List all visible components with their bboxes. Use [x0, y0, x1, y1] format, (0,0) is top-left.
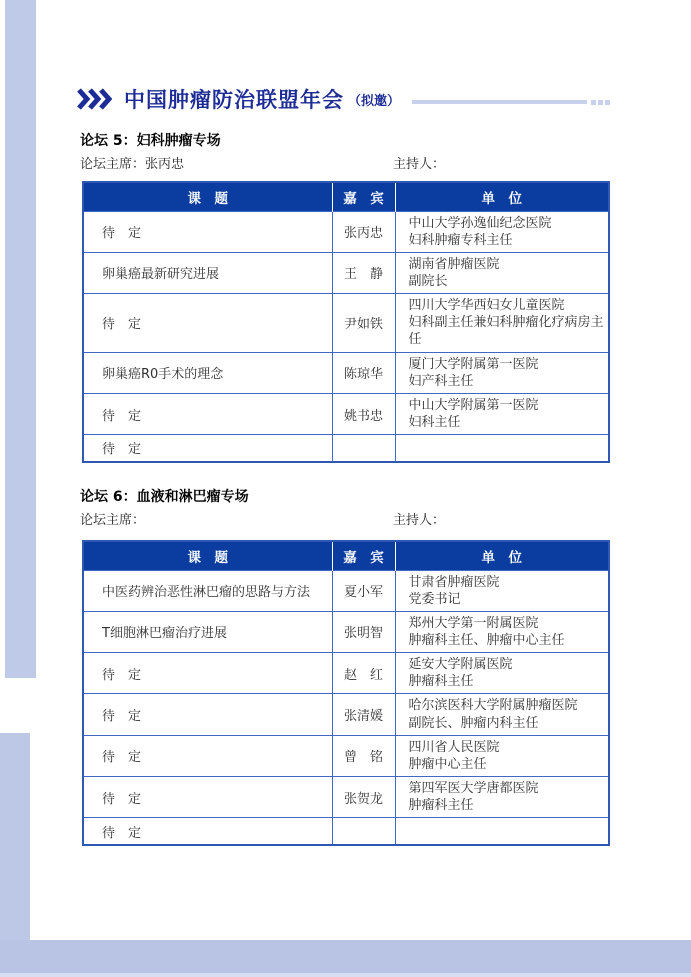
table-row	[83, 252, 609, 293]
topic-cell: 待 定	[83, 735, 332, 776]
topic-cell: 待 定	[83, 294, 332, 352]
topic-cell: 待 定	[83, 435, 332, 462]
table-row	[83, 735, 609, 776]
header-divider-square	[598, 100, 603, 105]
org-cell	[395, 694, 609, 735]
header-divider-line	[412, 100, 587, 104]
org-line-2: 肿瘤科主任	[408, 674, 474, 690]
guest-cell: 张清媛	[332, 694, 395, 735]
table-row	[83, 570, 609, 611]
column-header-guest: 嘉 宾	[332, 182, 395, 211]
column-header-org: 单 位	[395, 541, 609, 570]
forum5-chair-label: 论坛主席：张丙忠	[80, 157, 185, 172]
org-line-1: 延安大学附属医院	[408, 657, 513, 673]
org-cell	[395, 352, 609, 393]
org-line-1: 中山大学孙逸仙纪念医院	[408, 215, 552, 231]
org-line-2: 肿瘤科主任、肿瘤中心主任	[408, 632, 565, 648]
guest-cell: 王 静	[332, 252, 395, 293]
table-row	[83, 352, 609, 393]
topic-cell: 待 定	[83, 393, 332, 434]
org-line-1: 郑州大学第一附属医院	[408, 615, 539, 631]
page-header	[76, 83, 400, 115]
column-header-guest: 嘉 宾	[332, 541, 395, 570]
topic-cell: 卵巢癌最新研究进展	[83, 252, 332, 293]
forum6-table	[82, 540, 610, 846]
org-line-1: 四川省人民医院	[408, 739, 500, 755]
topic-cell: 待 定	[83, 777, 332, 818]
topic-cell: 待 定	[83, 694, 332, 735]
guest-cell: 夏小军	[332, 570, 395, 611]
bottom-accent-strip	[0, 973, 691, 977]
org-cell	[395, 435, 609, 462]
org-line-1: 中山大学附属第一医院	[408, 397, 539, 413]
page-title	[124, 84, 400, 114]
topic-cell: 待 定	[83, 211, 332, 252]
org-cell	[395, 777, 609, 818]
header-divider-square	[605, 100, 610, 105]
forum6-table-header-row	[83, 541, 609, 570]
column-header-topic: 课 题	[83, 182, 332, 211]
topic-cell: 中医药辨治恶性淋巴瘤的思路与方法	[83, 570, 332, 611]
page-title-suffix: （拟邀）	[348, 93, 401, 109]
table-row	[83, 294, 609, 352]
guest-cell: 赵 红	[332, 653, 395, 694]
forum5-heading: 论坛 5：妇科肿瘤专场	[80, 133, 221, 149]
forum5-table	[82, 181, 610, 463]
forum6-meta	[80, 509, 608, 528]
table-row	[83, 611, 609, 652]
org-line-2: 妇科肿瘤专科主任	[408, 232, 513, 248]
org-line-1: 四川大学华西妇女儿童医院	[408, 298, 565, 314]
org-line-2: 党委书记	[408, 591, 461, 607]
guest-cell: 尹如铁	[332, 294, 395, 352]
org-line-1: 哈尔滨医科大学附属肿瘤医院	[408, 698, 578, 714]
table-row	[83, 653, 609, 694]
guest-cell: 张贺龙	[332, 777, 395, 818]
org-cell	[395, 653, 609, 694]
guest-cell: 姚书忠	[332, 393, 395, 434]
table-row	[83, 435, 609, 462]
forum5-host-label: 主持人：	[393, 157, 446, 172]
column-header-topic: 课 题	[83, 541, 332, 570]
forum6-chair-label: 论坛主席：	[80, 513, 146, 528]
guest-cell: 陈琼华	[332, 352, 395, 393]
org-line-2: 副院长	[408, 273, 448, 289]
org-cell	[395, 393, 609, 434]
org-cell	[395, 252, 609, 293]
guest-cell: 张明智	[332, 611, 395, 652]
header-divider-square	[591, 100, 596, 105]
guest-cell	[332, 818, 395, 845]
topic-cell: 卵巢癌R0手术的理念	[83, 352, 332, 393]
table-row	[83, 777, 609, 818]
org-line-2: 肿瘤中心主任	[408, 756, 487, 772]
left-accent-bar-top	[5, 0, 36, 678]
forum5-table-header-row	[83, 182, 609, 211]
org-line-2: 妇科主任	[408, 415, 461, 431]
triple-chevron-icon	[76, 88, 112, 110]
table-row	[83, 818, 609, 845]
guest-cell	[332, 435, 395, 462]
org-line-2: 妇科副主任兼妇科肿瘤化疗病房主任	[408, 315, 604, 348]
org-cell	[395, 611, 609, 652]
forum6-host-label: 主持人：	[393, 513, 446, 528]
topic-cell: T细胞淋巴瘤治疗进展	[83, 611, 332, 652]
column-header-org: 单 位	[395, 182, 609, 211]
org-line-2: 妇产科主任	[408, 373, 474, 389]
bottom-accent-band	[0, 940, 691, 973]
table-row	[83, 393, 609, 434]
topic-cell: 待 定	[83, 818, 332, 845]
org-line-2: 肿瘤科主任	[408, 798, 474, 814]
forum5-meta	[80, 153, 608, 172]
org-line-1: 甘肃省肿瘤医院	[408, 574, 500, 590]
org-line-2: 副院长、肿瘤内科主任	[408, 715, 539, 731]
org-cell	[395, 294, 609, 352]
guest-cell: 张丙忠	[332, 211, 395, 252]
org-cell	[395, 735, 609, 776]
org-line-1: 厦门大学附属第一医院	[408, 356, 539, 372]
topic-cell: 待 定	[83, 653, 332, 694]
left-accent-bar-bottom	[0, 733, 30, 943]
page-title-text: 中国肿瘤防治联盟年会	[124, 88, 344, 112]
table-row	[83, 694, 609, 735]
guest-cell: 曾 铭	[332, 735, 395, 776]
org-cell	[395, 818, 609, 845]
table-row	[83, 211, 609, 252]
forum6-heading: 论坛 6：血液和淋巴瘤专场	[80, 489, 249, 505]
org-line-1: 第四军医大学唐都医院	[408, 781, 539, 797]
org-cell	[395, 570, 609, 611]
org-line-1: 湖南省肿瘤医院	[408, 256, 500, 272]
org-cell	[395, 211, 609, 252]
